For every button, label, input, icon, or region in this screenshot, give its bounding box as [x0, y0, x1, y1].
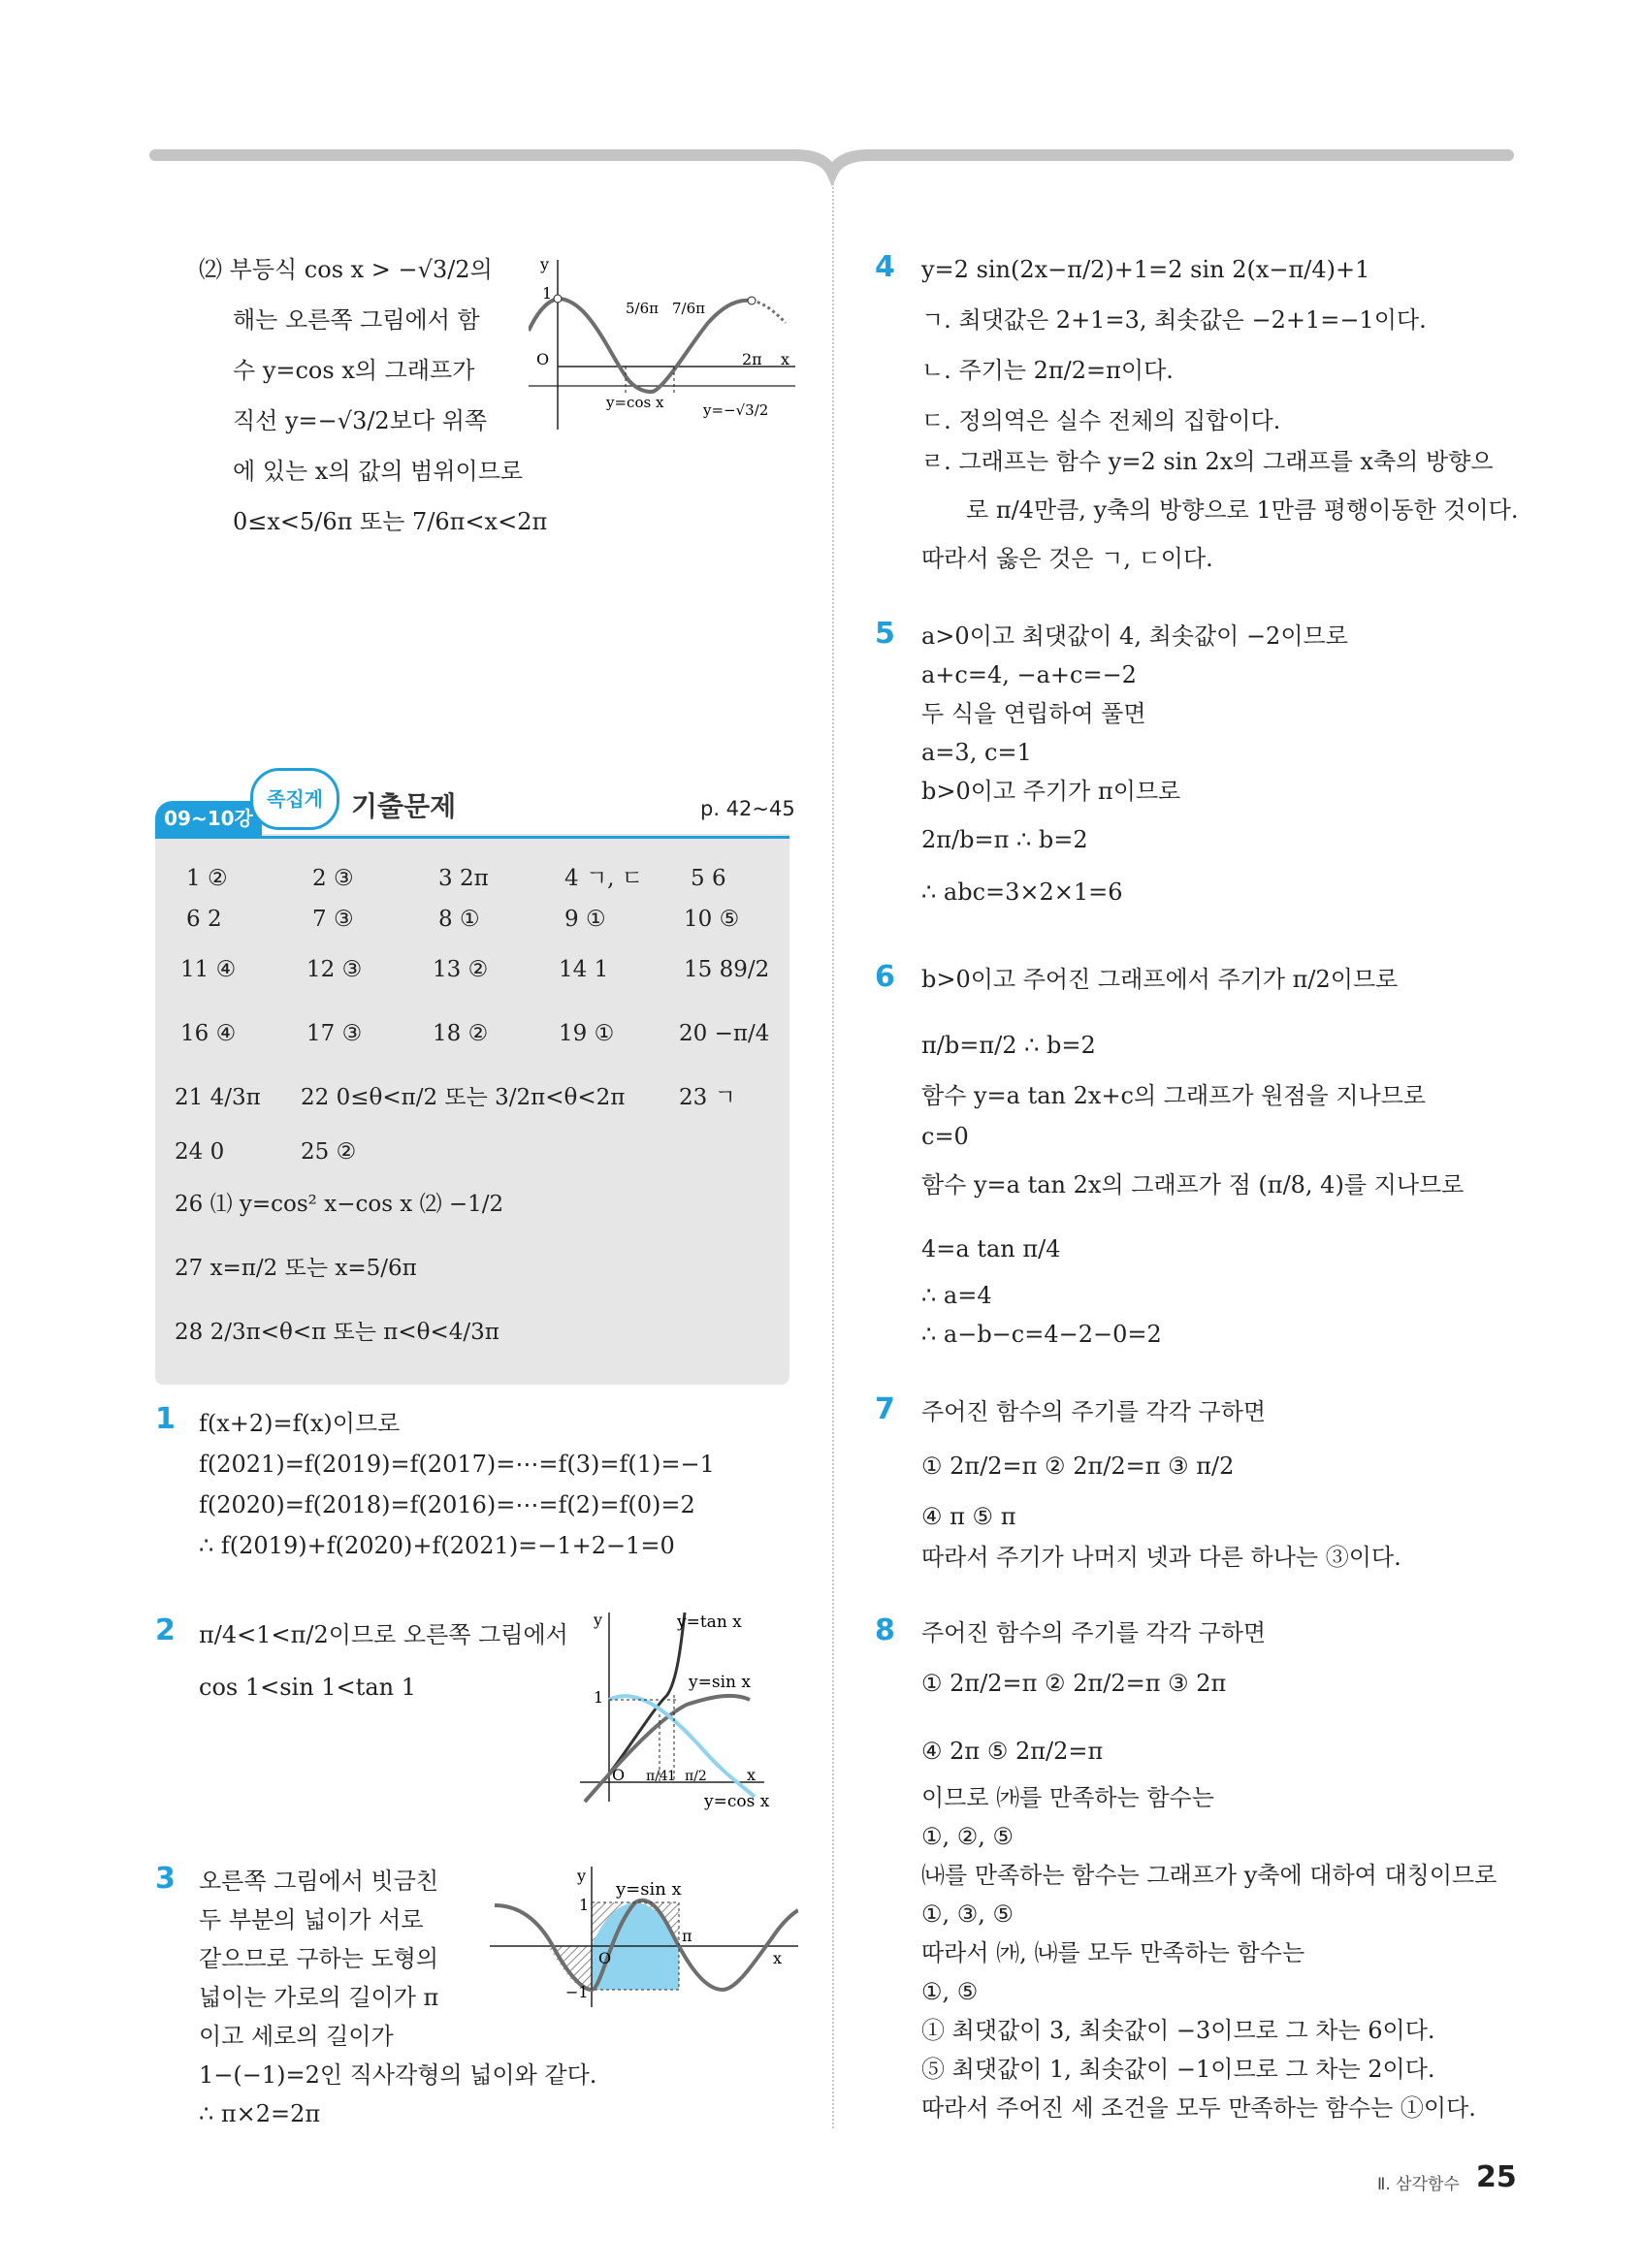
cos-graph-2pi: 2π: [742, 350, 762, 368]
cos-graph-y: y: [540, 255, 550, 273]
trig-graph-tan: y=tan x: [677, 1613, 742, 1632]
cos-graph-label: y=cos x: [606, 394, 664, 411]
s8-line10: ① 최댓값이 3, 최솟값이 −3이므로 그 차는 6이다.: [921, 2017, 1435, 2044]
trig-graph-h: π/2: [685, 1769, 707, 1784]
s1-line3: f(2020)=f(2018)=f(2016)=⋯=f(2)=f(0)=2: [199, 1491, 695, 1518]
s5-line5: b>0이고 주기가 π이므로: [921, 778, 1181, 805]
trig-graph-q: π/4: [646, 1769, 668, 1784]
ans-23: 23 ㄱ: [679, 1085, 736, 1110]
cos-graph: [529, 250, 800, 434]
ans-14: 14 1: [559, 957, 609, 982]
ans-22: 22 0≤θ<π/2 또는 3/2π<θ<2π: [301, 1085, 626, 1110]
s8-line8: 따라서 ㈎, ㈏를 모두 만족하는 함수는: [921, 1939, 1305, 1966]
p1-line3: 수 y=cos x의 그래프가: [233, 357, 475, 384]
s7-line4: 따라서 주기가 나머지 넷과 다른 하나는 ③이다.: [921, 1544, 1401, 1571]
s4-num: 4: [875, 250, 895, 284]
s6-line1: b>0이고 주어진 그래프에서 주기가 π/2이므로: [921, 966, 1399, 993]
s1-num: 1: [155, 1402, 176, 1436]
trig-graph-o: O: [612, 1766, 626, 1784]
s8-line5: ①, ②, ⑤: [921, 1823, 1014, 1850]
s5-line4: a=3, c=1: [921, 739, 1032, 766]
s8-line1: 주어진 함수의 주기를 각각 구하면: [921, 1619, 1267, 1646]
trig-graph: [580, 1608, 798, 1811]
s8-line11: ⑤ 최댓값이 1, 최솟값이 −1이므로 그 차는 2이다.: [921, 2056, 1435, 2083]
s3-num: 3: [155, 1862, 176, 1896]
p1-line6: 0≤x<5/6π 또는 7/6π<x<2π: [233, 508, 548, 535]
sin-graph-y: y: [577, 1867, 587, 1885]
cos-graph-one: 1: [542, 284, 553, 303]
s2-line1: π/4<1<π/2이므로 오른쪽 그림에서: [199, 1621, 568, 1648]
answers-pages: p. 42~45: [700, 797, 795, 820]
ans-4: 4 ㄱ, ㄷ: [564, 866, 644, 891]
ans-12: 12 ③: [306, 957, 363, 982]
ans-16: 16 ④: [180, 1021, 237, 1046]
top-bar: [0, 0, 1642, 194]
s4-line6: 로 π/4만큼, y축의 방향으로 1만큼 평행이동한 것이다.: [966, 496, 1519, 524]
s3-line6: 1−(−1)=2인 직사각형의 넓이와 같다.: [199, 2061, 597, 2089]
ans-13: 13 ②: [433, 957, 489, 982]
cos-graph-line: y=−√3/2: [703, 401, 769, 419]
s7-line3: ④ π ⑤ π: [921, 1503, 1016, 1530]
trig-graph-sin: y=sin x: [689, 1673, 751, 1692]
badge: 09~10강: [155, 801, 262, 836]
s5-line7: ∴ abc=3×2×1=6: [921, 878, 1123, 906]
s8-line3: ④ 2π ⑤ 2π/2=π: [921, 1738, 1104, 1765]
trig-graph-oneb: 1: [667, 1769, 676, 1784]
s7-line1: 주어진 함수의 주기를 각각 구하면: [921, 1398, 1267, 1425]
s8-num: 8: [875, 1613, 895, 1647]
s5-line2: a+c=4, −a+c=−2: [921, 661, 1137, 688]
s4-line2: ㄱ. 최댓값은 2+1=3, 최솟값은 −2+1=−1이다.: [921, 306, 1427, 334]
p1-line5: 에 있는 x의 값의 범위이므로: [233, 458, 524, 485]
sin-area-graph: [490, 1862, 798, 2017]
sin-graph-one: 1: [579, 1896, 590, 1914]
s5-line1: a>0이고 최댓값이 4, 최솟값이 −2이므로: [921, 623, 1348, 650]
s4-line7: 따라서 옳은 것은 ㄱ, ㄷ이다.: [921, 545, 1213, 572]
footer-chapter: Ⅱ. 삼각함수: [1377, 2175, 1460, 2194]
ans-24: 24 0: [175, 1139, 225, 1165]
ans-15: 15 89/2: [684, 957, 770, 982]
s6-line7: ∴ a=4: [921, 1282, 992, 1309]
ans-25: 25 ②: [301, 1139, 357, 1165]
sin-graph-o: O: [598, 1949, 612, 1967]
column-divider: [832, 179, 834, 2128]
s8-line4: 이므로 ㈎를 만족하는 함수는: [921, 1784, 1214, 1811]
cos-graph-b: 7/6π: [672, 300, 705, 317]
cos-graph-x: x: [781, 350, 790, 368]
s6-line6: 4=a tan π/4: [921, 1235, 1061, 1262]
ans-20: 20 −π/4: [679, 1021, 770, 1046]
s7-line2: ① 2π/2=π ② 2π/2=π ③ π/2: [921, 1453, 1235, 1480]
s2-num: 2: [155, 1613, 176, 1647]
ans-8: 8 ①: [438, 907, 480, 932]
s3-line3: 같으므로 구하는 도형의: [199, 1945, 439, 1972]
s5-line6: 2π/b=π ∴ b=2: [921, 826, 1088, 853]
ans-5: 5 6: [691, 866, 726, 891]
ans-27: 27 x=π/2 또는 x=5/6π: [175, 1256, 417, 1281]
s3-line1: 오른쪽 그림에서 빗금친: [199, 1868, 439, 1895]
ans-9: 9 ①: [564, 907, 606, 932]
s6-line4: c=0: [921, 1123, 969, 1150]
s6-line5: 함수 y=a tan 2x의 그래프가 점 (π/8, 4)를 지나므로: [921, 1171, 1465, 1198]
s6-num: 6: [875, 960, 895, 994]
ans-18: 18 ②: [433, 1021, 489, 1046]
s4-line1: y=2 sin(2x−π/2)+1=2 sin 2(x−π/4)+1: [921, 256, 1370, 283]
ans-11: 11 ④: [180, 957, 237, 982]
ans-21: 21 4/3π: [175, 1085, 261, 1110]
ans-7: 7 ③: [312, 907, 354, 932]
answers-title: 기출문제: [351, 790, 457, 822]
sin-graph-pi: π: [682, 1927, 692, 1945]
s4-line3: ㄴ. 주기는 2π/2=π이다.: [921, 357, 1174, 384]
ans-1: 1 ②: [186, 866, 228, 891]
s1-line2: f(2021)=f(2019)=f(2017)=⋯=f(3)=f(1)=−1: [199, 1451, 715, 1478]
s8-line12: 따라서 주어진 세 조건을 모두 만족하는 함수는 ①이다.: [921, 2094, 1476, 2122]
ans-2: 2 ③: [312, 866, 354, 891]
ans-26: 26 ⑴ y=cos² x−cos x ⑵ −1/2: [175, 1192, 504, 1217]
s6-line2: π/b=π/2 ∴ b=2: [921, 1032, 1096, 1059]
cos-graph-o: O: [536, 350, 550, 368]
ans-3: 3 2π: [438, 866, 489, 891]
s8-line6: ㈏를 만족하는 함수는 그래프가 y축에 대하여 대칭이므로: [921, 1862, 1497, 1889]
trig-graph-y: y: [594, 1611, 603, 1629]
s8-line9: ①, ⑤: [921, 1978, 979, 2005]
trig-graph-x: x: [747, 1766, 757, 1784]
s2-line2: cos 1<sin 1<tan 1: [199, 1674, 416, 1701]
p1-line1: ⑵ 부등식 cos x > −√3/2의: [199, 256, 493, 283]
s8-line2: ① 2π/2=π ② 2π/2=π ③ 2π: [921, 1670, 1227, 1697]
trig-graph-cos: y=cos x: [704, 1792, 770, 1811]
s1-line4: ∴ f(2019)+f(2020)+f(2021)=−1+2−1=0: [199, 1532, 675, 1559]
s1-line1: f(x+2)=f(x)이므로: [199, 1410, 401, 1437]
cos-graph-a: 5/6π: [626, 300, 659, 317]
p1-line2: 해는 오른쪽 그림에서 함: [233, 306, 480, 334]
s3-line7: ∴ π×2=2π: [199, 2100, 321, 2127]
p1-line4: 직선 y=−√3/2보다 위쪽: [233, 407, 488, 434]
ans-6: 6 2: [186, 907, 222, 932]
s6-line3: 함수 y=a tan 2x+c의 그래프가 원점을 지나므로: [921, 1082, 1427, 1109]
s3-line4: 넓이는 가로의 길이가 π: [199, 1984, 439, 2011]
badge2: 족집게: [250, 768, 339, 830]
sin-graph-x: x: [773, 1949, 783, 1967]
trig-graph-one: 1: [594, 1688, 604, 1707]
page-number: 25: [1476, 2160, 1517, 2194]
ans-10: 10 ⑤: [684, 907, 740, 932]
s4-line4: ㄷ. 정의역은 실수 전체의 집합이다.: [921, 407, 1281, 434]
s3-line5: 이고 세로의 길이가: [199, 2023, 394, 2050]
sin-graph-label: y=sin x: [616, 1879, 682, 1900]
s4-line5: ㄹ. 그래프는 함수 y=2 sin 2x의 그래프를 x축의 방향으: [921, 448, 1494, 475]
s7-num: 7: [875, 1392, 895, 1426]
sin-graph-m1: −1: [565, 1983, 589, 2001]
s3-line2: 두 부분의 넓이가 서로: [199, 1906, 424, 1933]
s6-line8: ∴ a−b−c=4−2−0=2: [921, 1321, 1162, 1348]
s5-num: 5: [875, 617, 895, 651]
ans-17: 17 ③: [306, 1021, 363, 1046]
s5-line3: 두 식을 연립하여 풀면: [921, 700, 1146, 727]
ans-19: 19 ①: [559, 1021, 615, 1046]
s8-line7: ①, ③, ⑤: [921, 1901, 1014, 1928]
ans-28: 28 2/3π<θ<π 또는 π<θ<4/3π: [175, 1320, 499, 1345]
